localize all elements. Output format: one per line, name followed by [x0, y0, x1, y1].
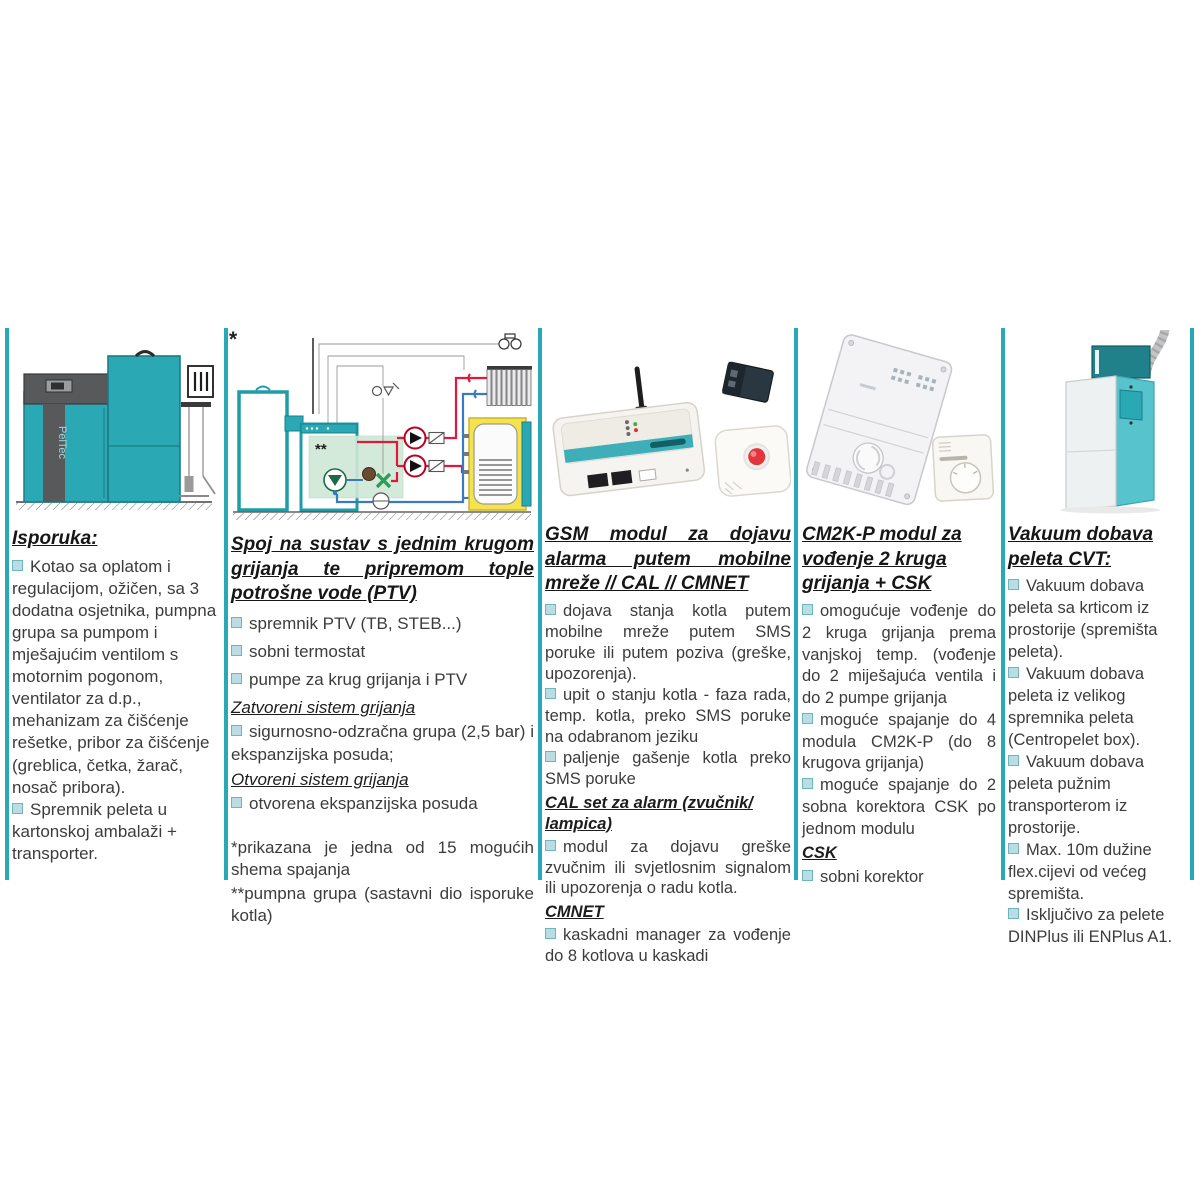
list-item: upit o stanju kotla - faza rada, temp. kotla, preko SMS poruke na odabranom jeziku	[545, 685, 791, 746]
cleaning-tools-shape	[179, 402, 215, 496]
list-item: sobni korektor	[802, 867, 996, 889]
column-divider	[538, 328, 542, 880]
bullet-icon	[802, 870, 813, 881]
svg-text:PelTec: PelTec	[56, 426, 68, 460]
scheme-footnote-star: *	[229, 328, 238, 351]
peltec-boiler-drawing	[12, 330, 218, 520]
list-item: moguće spajanje do 4 modula CM2K-P (do 8 krugova grijanja)	[802, 710, 996, 773]
bullet-icon	[231, 673, 242, 684]
circulation-pumps	[405, 428, 445, 477]
gsm-module-drawing	[545, 330, 791, 516]
list-item: dojava stanja kotla putem mobilne mreže putem SMS poruke ili putem poziva (greške, upozorenja).	[545, 602, 791, 683]
sub-heading: Otvoreni sistem grijanja	[231, 769, 409, 789]
bullet-icon	[545, 604, 556, 615]
section-heading: CM2K-P modul za vođenje 2 kruga grijanja + CSK	[802, 524, 962, 595]
alarm-lamp-shape	[714, 425, 791, 497]
list-item: Kotao sa oplatom i regulacijom, ožičen, sa 3 dodatna osjetnika, pumpna grupa sa pumpom i mješajućim ventilom s motornim pogonom, ventilator za d.p., mehanizam za čišćenje rešetke, pribor za čišćenje (greblica, četka, žarač, nosač pribora).	[12, 556, 217, 797]
column-divider	[794, 328, 798, 880]
column-divider	[5, 328, 9, 880]
column-spoj-na-sustav	[231, 330, 534, 929]
sub-heading: CSK	[802, 844, 837, 863]
list-item: Max. 10m dužine flex.cijevi od većeg spremišta.	[1008, 840, 1152, 903]
pump-group-overlay	[309, 436, 403, 498]
column-cm2k-text	[802, 523, 996, 889]
air-vent-symbol	[499, 334, 521, 349]
list-item: Vakuum dobava peleta iz velikog spremnika peleta (Centropelet box).	[1008, 665, 1145, 749]
sub-heading: CAL set za alarm (zvučnik/ lampica)	[545, 793, 753, 833]
bullet-icon	[802, 778, 813, 789]
list-item: otvorena ekspanzijska posuda	[231, 793, 534, 815]
boiler-body-shape	[24, 374, 108, 502]
column-vakuum-dobava	[1008, 330, 1187, 949]
column-vakuum-text	[1008, 523, 1187, 949]
vacuum-feeder-drawing	[1008, 330, 1187, 516]
radiator-shape	[487, 366, 532, 406]
section-heading: Spoj na sustav s jednim krugom grijanja te pripremom tople potrošne vode (PTV)	[231, 534, 534, 605]
gsm-module-shape	[547, 360, 706, 497]
vacuum-feeder-image	[1008, 330, 1187, 516]
cm2k-module-drawing	[802, 330, 996, 516]
bullet-icon	[231, 797, 242, 808]
hydraulic-scheme-diagram	[231, 330, 534, 526]
speaker-box-shape	[722, 362, 774, 403]
column-gsm-text	[545, 523, 791, 967]
bullet-icon	[545, 928, 556, 939]
list-item: pumpe za krug grijanja i PTV	[231, 669, 534, 691]
list-item: Isključivo za pelete DINPlus ili ENPlus A1.	[1008, 906, 1173, 947]
bullet-icon	[12, 560, 23, 571]
bullet-icon	[231, 617, 242, 628]
list-item: Vakuum dobava peleta sa krticom iz prostorije (spremišta peleta).	[1008, 577, 1158, 662]
bullet-icon	[545, 751, 556, 762]
list-item: moguće spajanje do 2 sobna korektora CSK po jednom modulu	[802, 776, 996, 838]
column-divider	[1001, 328, 1005, 880]
column-divider	[1190, 328, 1194, 880]
dhw-tank-shape	[464, 418, 531, 510]
bullet-icon	[1008, 579, 1019, 590]
gsm-module-image	[545, 330, 791, 516]
column-divider	[224, 328, 228, 880]
bullet-icon	[231, 725, 242, 736]
section-heading: Vakuum dobava peleta CVT:	[1008, 524, 1154, 570]
footnote: *prikazana je jedna od 15 mogućih shema spajanja	[231, 837, 534, 879]
csk-thermostat-shape	[932, 434, 993, 501]
bullet-icon	[12, 803, 23, 814]
list-item: spremnik PTV (TB, STEB...)	[231, 613, 534, 635]
list-item: paljenje gašenje kotla preko SMS poruke	[545, 748, 791, 788]
bullet-icon	[1008, 667, 1019, 678]
list-item: omogućuje vođenje do 2 kruga grijanja prema vanjskoj temp. (vođenje do 2 miješajuća ventila i do 2 pumpe grijanja	[802, 602, 996, 708]
vacuum-unit-shape	[1060, 346, 1160, 514]
section-heading: Isporuka:	[12, 528, 98, 549]
column-isporuka-text	[12, 527, 218, 865]
column-gsm-modul	[545, 330, 791, 967]
column-cm2k-modul	[802, 330, 996, 889]
bullet-icon	[1008, 843, 1019, 854]
cm2k-module-image	[802, 330, 996, 516]
pellet-tank-shape	[108, 352, 180, 503]
cm2k-box-shape	[805, 333, 953, 506]
footnote: **pumpna grupa (sastavni dio isporuke kotla)	[231, 884, 534, 926]
bullet-icon	[545, 688, 556, 699]
hydraulic-scheme-drawing	[231, 330, 534, 526]
column-spoj-text	[231, 533, 534, 927]
section-heading: GSM modul za dojavu alarma putem mobilne mreže // CAL // CMNET	[545, 524, 791, 595]
list-item: Vakuum dobava peleta pužnim transporterom iz prostorije.	[1008, 752, 1145, 837]
bullet-icon	[545, 840, 556, 851]
bullet-icon	[1008, 908, 1019, 919]
sub-heading: Zatvoreni sistem grijanja	[231, 698, 416, 718]
svg-text:**: **	[315, 441, 327, 458]
list-item: Spremnik peleta u kartonskoj ambalaži + transporter.	[12, 799, 177, 863]
list-item: kaskadni manager za vođenje do 8 kotlova u kaskadi	[545, 926, 791, 966]
sub-heading: CMNET	[545, 903, 604, 922]
grate-icon	[188, 366, 213, 397]
list-item: sigurnosno-odzračna grupa (2,5 bar) i ekspanzijska posuda;	[231, 722, 534, 764]
bullet-icon	[231, 645, 242, 656]
bullet-icon	[802, 713, 813, 724]
list-item: modul za dojavu greške zvučnim ili svjetlosnim signalom ili upozorenja o radu kotla.	[545, 837, 791, 898]
column-isporuka	[12, 330, 218, 865]
bullet-icon	[1008, 755, 1019, 766]
bullet-icon	[802, 604, 813, 615]
list-item: sobni termostat	[231, 641, 534, 663]
peltec-boiler-image	[12, 330, 218, 520]
footnotes	[231, 837, 534, 927]
scheme-hopper-shape	[239, 387, 287, 511]
